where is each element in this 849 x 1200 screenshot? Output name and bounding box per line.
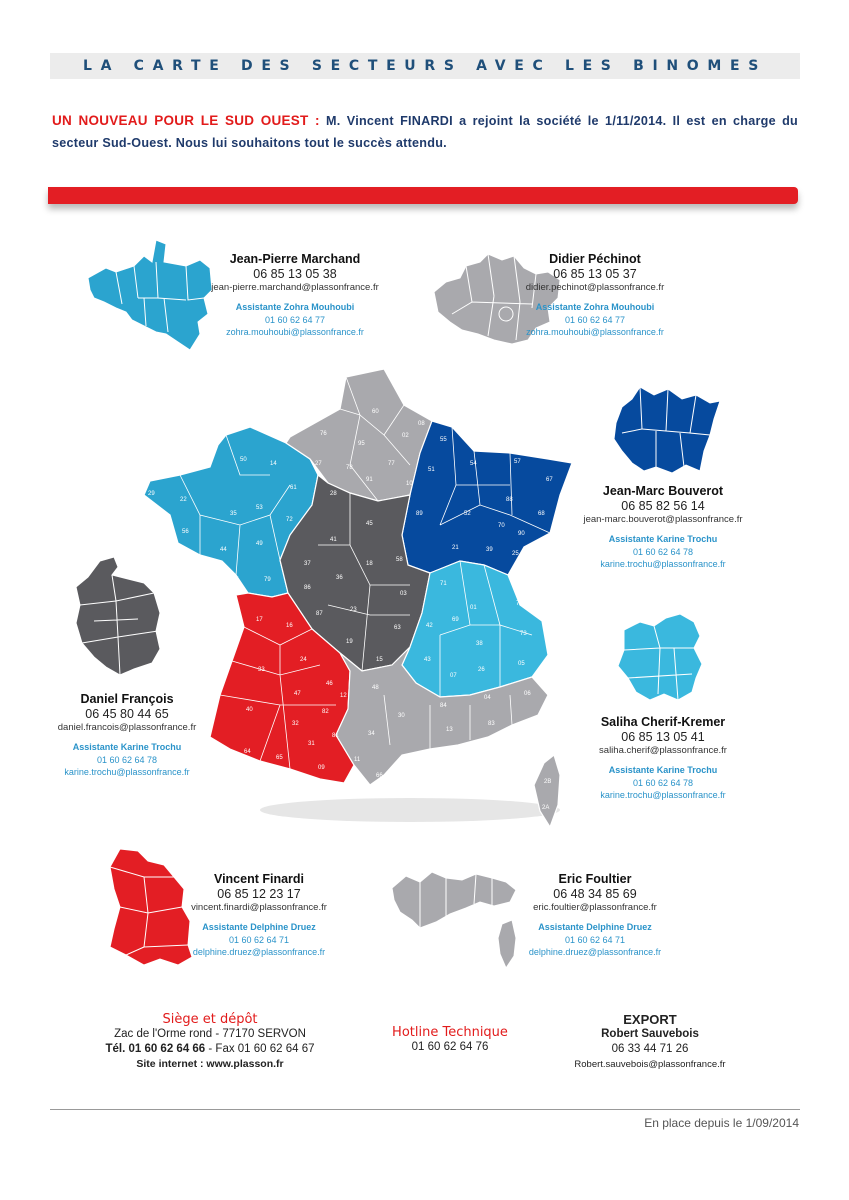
assistant-name: Assistante Delphine Druez — [538, 922, 652, 932]
contact-email[interactable]: jean-marc.bouverot@plassonfrance.fr — [583, 514, 743, 525]
dept-label: 56 — [182, 529, 189, 535]
assistant-email[interactable]: karine.trochu@plassonfrance.fr — [600, 559, 726, 569]
dept-label: 30 — [398, 713, 405, 719]
dept-label: 55 — [440, 437, 447, 443]
dept-label: 2A — [542, 805, 550, 811]
dept-label: 89 — [416, 511, 423, 517]
dept-label: 82 — [322, 709, 329, 715]
dept-label: 85 — [232, 577, 239, 583]
dept-label: 22 — [180, 497, 187, 503]
siege-address: Zac de l'Orme rond - 77170 SERVON — [114, 1028, 306, 1040]
map-rhone-cyan — [614, 612, 706, 704]
dept-label: 84 — [440, 703, 447, 709]
dept-label: 91 — [366, 477, 373, 483]
contact-finardi — [154, 871, 364, 958]
dept-label: 41 — [330, 537, 337, 543]
page-title-banner — [50, 53, 800, 79]
export-name: Robert Sauvebois — [601, 1028, 699, 1040]
contact-phone: 06 85 13 05 37 — [553, 267, 637, 281]
assistant-phone: 01 60 62 64 78 — [96, 755, 158, 765]
dept-label: 58 — [396, 557, 403, 563]
assistant-name: Assistante Karine Trochu — [72, 742, 182, 752]
assistant-phone: 01 60 62 64 77 — [264, 315, 326, 325]
siege-phones — [90, 1042, 330, 1057]
siege-title: Siège et dépôt — [162, 1012, 258, 1027]
dept-label: 51 — [428, 467, 435, 473]
assistant-phone: 01 60 62 64 71 — [228, 935, 290, 945]
dept-label: 46 — [326, 681, 333, 687]
assistant-phone: 01 60 62 64 78 — [632, 778, 694, 788]
dept-label: 42 — [426, 623, 433, 629]
dept-label: 33 — [258, 667, 265, 673]
contact-email[interactable]: jean-pierre.marchand@plassonfrance.fr — [211, 282, 379, 293]
dept-label: 57 — [514, 459, 521, 465]
dept-label: 74 — [516, 601, 523, 607]
hotline-phone: 01 60 62 64 76 — [411, 1041, 489, 1053]
assistant-phone: 01 60 62 64 71 — [564, 935, 626, 945]
dept-label: 44 — [220, 547, 227, 553]
contact-email[interactable]: eric.foultier@plassonfrance.fr — [533, 902, 657, 913]
dept-label: 31 — [308, 741, 315, 747]
dept-label: 77 — [388, 461, 395, 467]
siege-tel: Tél. 01 60 62 64 66 — [105, 1043, 206, 1055]
dept-label: 53 — [256, 505, 263, 511]
dept-label: 73 — [520, 631, 527, 637]
dept-label: 70 — [498, 523, 505, 529]
dept-label: 48 — [372, 685, 379, 691]
dept-label: 39 — [486, 547, 493, 553]
dept-label: 01 — [470, 605, 477, 611]
dept-label: 17 — [256, 617, 263, 623]
map-shadow — [260, 798, 560, 822]
dept-label: 79 — [264, 577, 271, 583]
contact-name: Didier Péchinot — [549, 252, 641, 266]
dept-label: 87 — [316, 611, 323, 617]
red-divider — [48, 187, 798, 204]
dept-label: 03 — [400, 591, 407, 597]
assistant-email[interactable]: zohra.mouhoubi@plassonfrance.fr — [526, 327, 664, 337]
dept-label: 81 — [332, 733, 339, 739]
dept-label: 15 — [376, 657, 383, 663]
dept-label: 08 — [418, 421, 425, 427]
dept-label: 66 — [376, 773, 383, 779]
dept-label: 50 — [240, 457, 247, 463]
dept-label: 90 — [518, 531, 525, 537]
dept-label: 25 — [512, 551, 519, 557]
assistant-phone: 01 60 62 64 78 — [632, 547, 694, 557]
dept-label: 69 — [452, 617, 459, 623]
dept-label: 11 — [354, 757, 361, 763]
dept-label: 95 — [358, 441, 365, 447]
contact-email[interactable]: vincent.finardi@plassonfrance.fr — [191, 902, 327, 913]
dept-label: 60 — [372, 409, 379, 415]
dept-label: 13 — [446, 727, 453, 733]
contact-phone: 06 85 82 56 14 — [621, 499, 705, 513]
export-email[interactable]: Robert.sauvebois@plassonfrance.fr — [574, 1059, 726, 1070]
assistant-name: Assistante Delphine Druez — [202, 922, 316, 932]
dept-label: 26 — [478, 667, 485, 673]
page-title: LA CARTE DES SECTEURS AVEC LES BINOMES — [83, 58, 767, 74]
footnote: En place depuis le 1/09/2014 — [644, 1116, 799, 1130]
dept-label: 37 — [304, 561, 311, 567]
dept-label: 86 — [304, 585, 311, 591]
contact-name: Daniel François — [80, 692, 174, 706]
footer-divider — [50, 1109, 800, 1110]
contact-phone: 06 85 12 23 17 — [217, 887, 301, 901]
dept-label: 65 — [276, 755, 283, 761]
dept-label: 02 — [402, 433, 409, 439]
dept-label: 16 — [286, 623, 293, 629]
map-northeast-blue — [610, 385, 722, 477]
contact-name: Jean-Marc Bouverot — [602, 484, 724, 498]
dept-label: 05 — [518, 661, 525, 667]
assistant-email[interactable]: zohra.mouhoubi@plassonfrance.fr — [226, 327, 364, 337]
dept-label: 63 — [394, 625, 401, 631]
dept-label: 38 — [476, 641, 483, 647]
contact-foultier — [490, 871, 700, 958]
assistant-name: Assistante Zohra Mouhoubi — [535, 302, 655, 312]
dept-label: 21 — [452, 545, 459, 551]
dept-label: 40 — [246, 707, 253, 713]
dept-label: 24 — [300, 657, 307, 663]
dept-label: 78 — [346, 465, 353, 471]
dept-label: 19 — [346, 639, 353, 645]
dept-label: 36 — [336, 575, 343, 581]
hotline-block — [370, 1025, 530, 1055]
assistant-email[interactable]: karine.trochu@plassonfrance.fr — [64, 767, 190, 777]
contact-name: Jean-Pierre Marchand — [229, 252, 361, 266]
assistant-email[interactable]: delphine.druez@plassonfrance.fr — [528, 947, 662, 957]
intro-text: M. Vincent FINARDI a rejoint la société le 1/11/2014. Il est en charge du secteur Sud-Ouest. Nous lui souhaitons tout le succès attendu. — [52, 114, 799, 150]
siege-block — [90, 1012, 330, 1072]
dept-label: 54 — [470, 461, 477, 467]
contact-francois — [22, 691, 232, 778]
dept-label: 64 — [244, 749, 251, 755]
dept-label: 34 — [368, 731, 375, 737]
dept-label: 07 — [450, 673, 457, 679]
dept-label: 72 — [286, 517, 293, 523]
dept-label: 52 — [464, 511, 471, 517]
contact-phone: 06 85 13 05 41 — [621, 730, 705, 744]
dept-label: 35 — [230, 511, 237, 517]
assistant-email[interactable]: karine.trochu@plassonfrance.fr — [600, 790, 726, 800]
export-phone: 06 33 44 71 26 — [611, 1043, 689, 1055]
assistant-email[interactable]: delphine.druez@plassonfrance.fr — [192, 947, 326, 957]
dept-label: 27 — [315, 461, 322, 467]
dept-label: 76 — [320, 431, 327, 437]
dept-label: 29 — [148, 491, 155, 497]
dept-label: 06 — [524, 691, 531, 697]
export-block — [560, 1012, 740, 1072]
dept-label: 71 — [440, 581, 447, 587]
assistant-phone: 01 60 62 64 77 — [564, 315, 626, 325]
intro-highlight: UN NOUVEAU POUR LE SUD OUEST : — [52, 113, 320, 128]
contact-phone: 06 85 13 05 38 — [253, 267, 337, 281]
dept-label: 47 — [294, 691, 301, 697]
assistant-name: Assistante Zohra Mouhoubi — [235, 302, 355, 312]
dept-label: 43 — [424, 657, 431, 663]
dept-label: 49 — [256, 541, 263, 547]
contact-email[interactable]: saliha.cherif@plassonfrance.fr — [599, 745, 727, 756]
contact-name: Saliha Cherif-Kremer — [600, 715, 726, 729]
contact-phone: 06 45 80 44 65 — [85, 707, 169, 721]
contact-bouverot — [558, 483, 768, 570]
dept-label: 04 — [484, 695, 491, 701]
contact-cherif — [558, 714, 768, 801]
siege-site[interactable]: Site internet : www.plasson.fr — [136, 1058, 284, 1070]
dept-label: 45 — [366, 521, 373, 527]
contact-name: Eric Foultier — [558, 872, 632, 886]
dept-label: 18 — [366, 561, 373, 567]
dept-label: 32 — [292, 721, 299, 727]
contact-marchand — [190, 251, 400, 338]
dept-label: 88 — [506, 497, 513, 503]
contact-name: Vincent Finardi — [213, 872, 305, 886]
hotline-title: Hotline Technique — [392, 1025, 508, 1040]
contact-email[interactable]: daniel.francois@plassonfrance.fr — [57, 722, 197, 733]
assistant-name: Assistante Karine Trochu — [608, 534, 718, 544]
contact-email[interactable]: didier.pechinot@plassonfrance.fr — [525, 282, 665, 293]
dept-label: 68 — [538, 511, 545, 517]
dept-label: 2B — [544, 779, 552, 785]
dept-label: 09 — [318, 765, 325, 771]
export-title: EXPORT — [623, 1012, 677, 1027]
dept-label: 12 — [340, 693, 347, 699]
dept-label: 10 — [406, 481, 413, 487]
dept-label: 67 — [546, 477, 553, 483]
dept-label: 23 — [350, 607, 357, 613]
intro-paragraph — [52, 110, 798, 154]
contact-phone: 06 48 34 85 69 — [553, 887, 637, 901]
dept-label: 28 — [330, 491, 337, 497]
dept-label: 14 — [270, 461, 277, 467]
contact-pechinot — [490, 251, 700, 338]
dept-label: 83 — [488, 721, 495, 727]
assistant-name: Assistante Karine Trochu — [608, 765, 718, 775]
siege-fax: - Fax 01 60 62 64 67 — [205, 1043, 315, 1055]
dept-label: 61 — [290, 485, 297, 491]
